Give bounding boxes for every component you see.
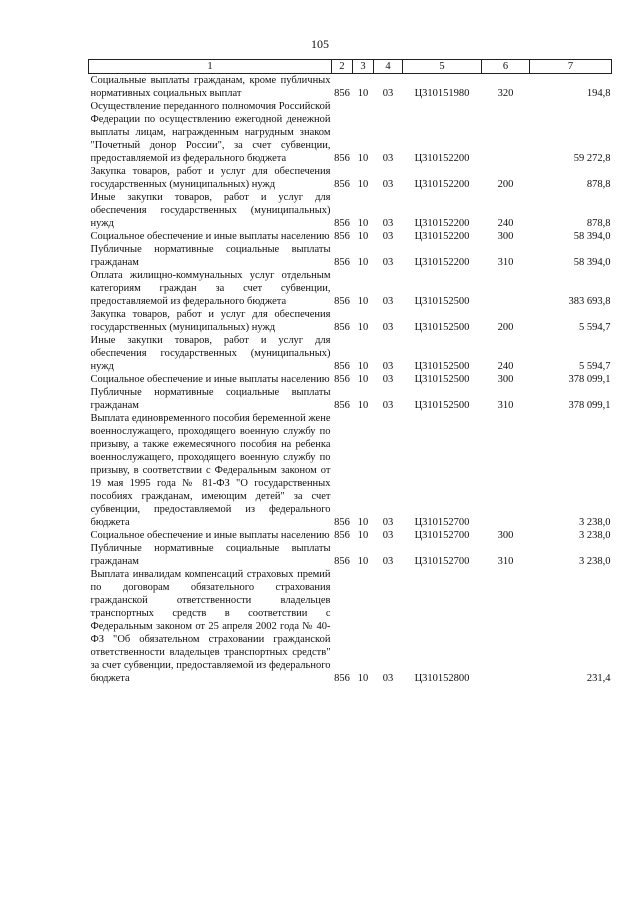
table-row xyxy=(89,568,612,685)
subsection-code: 03 xyxy=(382,231,394,242)
section-code: 10 xyxy=(357,361,369,372)
table-row xyxy=(89,308,612,334)
subsection-code: 03 xyxy=(382,374,394,385)
row-name: Осуществление переданного полномочия Российской Федерации по осуществлению ежегодной денежной выплаты лицам, награжденным нагрудным знаком "Почетный донор России", за счет субвенции, предоставляемой из федерального бюджета xyxy=(90,101,331,164)
column-header: 7 xyxy=(530,60,612,74)
ministry-code: 856 xyxy=(334,231,350,242)
row-name: Закупка товаров, работ и услуг для обеспечения государственных (муниципальных) нужд xyxy=(90,309,331,333)
table-row xyxy=(89,191,612,230)
page-number: 105 xyxy=(311,37,329,51)
ministry-code: 856 xyxy=(334,153,350,164)
ministry-code: 856 xyxy=(334,556,350,567)
amount: 3 238,0 xyxy=(579,556,611,567)
amount: 378 099,1 xyxy=(568,400,611,411)
ministry-code: 856 xyxy=(334,322,350,333)
amount: 58 394,0 xyxy=(573,257,611,268)
ministry-code: 856 xyxy=(334,218,350,229)
table-row xyxy=(89,243,612,269)
target-article-code: Ц310152200 xyxy=(414,218,470,229)
subsection-code: 03 xyxy=(382,179,394,190)
budget-table xyxy=(88,59,612,685)
amount: 3 238,0 xyxy=(579,517,611,528)
table-row xyxy=(89,542,612,568)
expense-type-code: 310 xyxy=(497,400,514,411)
table-body xyxy=(89,74,612,686)
expense-type-code: 310 xyxy=(497,257,514,268)
section-code: 10 xyxy=(357,400,369,411)
target-article-code: Ц310151980 xyxy=(414,88,470,99)
subsection-code: 03 xyxy=(382,218,394,229)
amount: 59 272,8 xyxy=(573,153,611,164)
section-code: 10 xyxy=(357,88,369,99)
ministry-code: 856 xyxy=(334,517,350,528)
column-number-row xyxy=(89,60,612,74)
section-code: 10 xyxy=(357,257,369,268)
column-header: 6 xyxy=(482,60,530,74)
table-row xyxy=(89,373,612,386)
table-header xyxy=(89,60,612,74)
target-article-code: Ц310152500 xyxy=(414,374,470,385)
row-name: Иные закупки товаров, работ и услуг для обеспечения государственных (муниципальных) нужд xyxy=(90,335,331,372)
target-article-code: Ц310152500 xyxy=(414,400,470,411)
table-row xyxy=(89,412,612,529)
subsection-code: 03 xyxy=(382,517,394,528)
target-article-code: Ц310152500 xyxy=(414,322,470,333)
table-row xyxy=(89,165,612,191)
table-row xyxy=(89,100,612,165)
expense-type-code: 200 xyxy=(497,322,514,333)
target-article-code: Ц310152500 xyxy=(414,361,470,372)
row-name: Публичные нормативные социальные выплаты гражданам xyxy=(90,387,331,411)
target-article-code: Ц310152700 xyxy=(414,556,470,567)
ministry-code: 856 xyxy=(334,361,350,372)
row-name: Социальное обеспечение и иные выплаты населению xyxy=(90,231,330,242)
expense-type-code: 300 xyxy=(497,374,514,385)
expense-type-code: 300 xyxy=(497,530,514,541)
expense-type-code: 240 xyxy=(497,361,514,372)
target-article-code: Ц310152500 xyxy=(414,296,470,307)
subsection-code: 03 xyxy=(382,400,394,411)
ministry-code: 856 xyxy=(334,257,350,268)
ministry-code: 856 xyxy=(334,374,350,385)
amount: 878,8 xyxy=(586,218,611,229)
section-code: 10 xyxy=(357,296,369,307)
table-row xyxy=(89,74,612,101)
amount: 231,4 xyxy=(586,673,611,684)
subsection-code: 03 xyxy=(382,556,394,567)
target-article-code: Ц310152700 xyxy=(414,530,470,541)
column-header: 3 xyxy=(353,60,374,74)
subsection-code: 03 xyxy=(382,673,394,684)
column-header: 2 xyxy=(332,60,353,74)
row-name: Оплата жилищно-коммунальных услуг отдельным категориям граждан за счет субвенции, предоставляемой из федерального бюджета xyxy=(90,270,331,307)
column-header: 4 xyxy=(374,60,403,74)
subsection-code: 03 xyxy=(382,322,394,333)
section-code: 10 xyxy=(357,153,369,164)
ministry-code: 856 xyxy=(334,296,350,307)
section-code: 10 xyxy=(357,231,369,242)
table-row xyxy=(89,386,612,412)
amount: 58 394,0 xyxy=(573,231,611,242)
subsection-code: 03 xyxy=(382,88,394,99)
amount: 194,8 xyxy=(586,88,611,99)
amount: 878,8 xyxy=(586,179,611,190)
row-name: Закупка товаров, работ и услуг для обеспечения государственных (муниципальных) нужд xyxy=(90,166,331,190)
section-code: 10 xyxy=(357,517,369,528)
column-header: 5 xyxy=(403,60,482,74)
expense-type-code xyxy=(482,269,530,308)
ministry-code: 856 xyxy=(334,673,350,684)
table-row xyxy=(89,230,612,243)
amount: 5 594,7 xyxy=(579,322,611,333)
ministry-code: 856 xyxy=(334,400,350,411)
expense-type-code: 320 xyxy=(497,88,514,99)
ministry-code: 856 xyxy=(334,88,350,99)
subsection-code: 03 xyxy=(382,361,394,372)
row-name: Иные закупки товаров, работ и услуг для обеспечения государственных (муниципальных) нужд xyxy=(90,192,331,229)
subsection-code: 03 xyxy=(382,530,394,541)
ministry-code: 856 xyxy=(334,530,350,541)
ministry-code: 856 xyxy=(334,179,350,190)
target-article-code: Ц310152200 xyxy=(414,153,470,164)
expense-type-code: 200 xyxy=(497,179,514,190)
section-code: 10 xyxy=(357,673,369,684)
row-name: Публичные нормативные социальные выплаты гражданам xyxy=(90,543,331,567)
section-code: 10 xyxy=(357,530,369,541)
table-row xyxy=(89,529,612,542)
amount: 3 238,0 xyxy=(579,530,611,541)
expense-type-code xyxy=(482,568,530,685)
subsection-code: 03 xyxy=(382,153,394,164)
row-name: Выплата инвалидам компенсаций страховых премий по договорам обязательного страхования гражданской ответственности владельцев транспортных средств в соответствии с Федеральным законом от 25 апреля 2002 года № 40-ФЗ "Об обязательном страховании гражданской ответственности владельцев транспортных средств" за счет субвенции, предоставляемой из федерального бюджета xyxy=(90,569,331,684)
section-code: 10 xyxy=(357,556,369,567)
subsection-code: 03 xyxy=(382,257,394,268)
row-name: Социальное обеспечение и иные выплаты населению xyxy=(90,374,330,385)
target-article-code: Ц310152200 xyxy=(414,257,470,268)
amount: 5 594,7 xyxy=(579,361,611,372)
section-code: 10 xyxy=(357,322,369,333)
target-article-code: Ц310152700 xyxy=(414,517,470,528)
target-article-code: Ц310152800 xyxy=(414,673,470,684)
expense-type-code: 240 xyxy=(497,218,514,229)
expense-type-code xyxy=(482,100,530,165)
row-name: Выплата единовременного пособия беременной жене военнослужащего, проходящего военную службу по призыву, а также ежемесячного пособия на ребенка военнослужащего, проходящего военную службу по призыву, в соответствии с Федеральным законом от 19 мая 1995 года № 81-ФЗ "О государственных пособиях гражданам, имеющим детей" за счет субвенции, предоставляемой из федерального бюджета xyxy=(90,413,331,528)
table-row xyxy=(89,334,612,373)
expense-type-code: 300 xyxy=(497,231,514,242)
section-code: 10 xyxy=(357,179,369,190)
section-code: 10 xyxy=(357,218,369,229)
target-article-code: Ц310152200 xyxy=(414,231,470,242)
row-name: Социальное обеспечение и иные выплаты населению xyxy=(90,530,330,541)
section-code: 10 xyxy=(357,374,369,385)
target-article-code: Ц310152200 xyxy=(414,179,470,190)
row-name: Социальные выплаты гражданам, кроме публичных нормативных социальных выплат xyxy=(90,75,331,99)
expense-type-code xyxy=(482,412,530,529)
column-header: 1 xyxy=(89,60,332,74)
amount: 378 099,1 xyxy=(568,374,611,385)
expense-type-code: 310 xyxy=(497,556,514,567)
table-row xyxy=(89,269,612,308)
amount: 383 693,8 xyxy=(568,296,611,307)
subsection-code: 03 xyxy=(382,296,394,307)
row-name: Публичные нормативные социальные выплаты гражданам xyxy=(90,244,331,268)
